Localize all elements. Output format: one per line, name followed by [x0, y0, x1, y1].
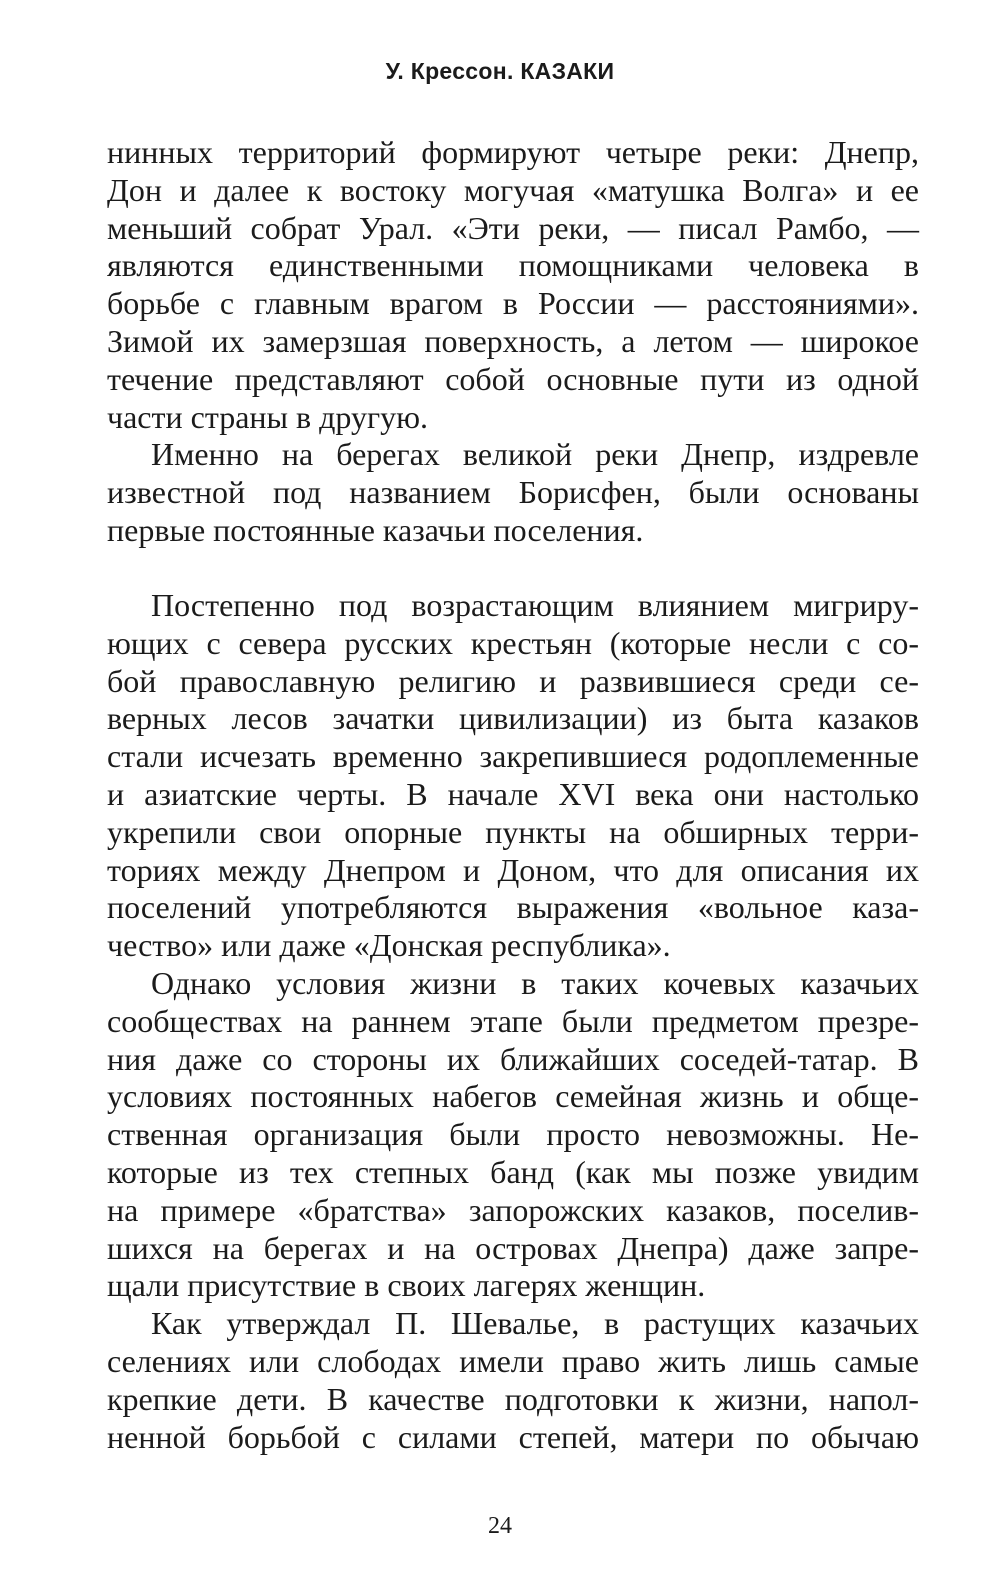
text-line: Дон и далее к востоку могучая «матушка Волга» и ее: [107, 171, 919, 208]
text-line: первые постоянные казачьи поселения.: [107, 511, 644, 548]
text-line: ненной борьбой с силами степей, матери по обычаю: [107, 1418, 919, 1455]
text-line: крепкие дети. В качестве подготовки к жизни, напол-: [107, 1380, 919, 1417]
text-line: шихся на берегах и на островах Днепра) даже запре-: [107, 1229, 919, 1266]
text-line: известной под названием Борисфен, были основаны: [107, 474, 919, 511]
text-line: укрепили свои опорные пункты на обширных терри-: [107, 813, 919, 850]
paragraph-chevalier: [107, 1305, 919, 1456]
text-line: нинных территорий формируют четыре реки: Днепр,: [107, 134, 919, 170]
text-line: Зимой их замерзшая поверхность, а летом — широкое: [107, 322, 919, 359]
text-line: стали исчезать временно закрепившиеся родоплеменные: [107, 738, 919, 775]
text-line: и азиатские черты. В начале XVI века они настолько: [107, 775, 919, 812]
text-line: меньший собрат Урал. «Эти реки, — писал Рамбо, —: [107, 209, 919, 246]
text-line: Постепенно под возрастающим влиянием мигриру-: [151, 587, 919, 623]
running-head: У. Крессон. КАЗАКИ: [385, 58, 615, 84]
paragraph-conditions: [107, 965, 919, 1305]
text-line: Именно на берегах великой реки Днепр, издревле: [151, 436, 919, 473]
text-line: поселений употребляются выражения «вольное каза-: [107, 889, 919, 926]
text-line: ториях между Днепром и Доном, что для описания их: [107, 851, 919, 888]
text-line: ния даже со стороны их ближайших соседей-татар. В: [107, 1040, 919, 1077]
page-number: 24: [488, 1513, 512, 1539]
paragraph-migration: [107, 587, 919, 965]
text-line: которые из тех степных банд (как мы позже увидим: [107, 1153, 919, 1190]
text-line: селениях или слободах имели право жить лишь самые: [107, 1342, 919, 1379]
text-block-bottom: [107, 587, 919, 1456]
text-line: сообществах на раннем этапе были предметом презре-: [107, 1002, 919, 1039]
text-line: течение представляют собой основные пути из одной: [107, 360, 919, 397]
text-line: бой православную религию и развившиеся среди се-: [107, 662, 919, 699]
text-line: условиях постоянных набегов семейная жизнь и обще-: [107, 1078, 919, 1115]
paragraph-dnepr: [107, 436, 919, 549]
text-line: Однако условия жизни в таких кочевых казачьих: [151, 964, 919, 1001]
text-line: ственная организация были просто невозможны. Не-: [107, 1116, 919, 1153]
text-line: на примере «братства» запорожских казаков, поселив-: [107, 1191, 919, 1228]
text-block-top: [107, 134, 919, 550]
text-line: чество» или даже «Донская республика».: [107, 927, 671, 964]
paragraph-continued: [107, 134, 919, 436]
text-line: Как утверждал П. Шевалье, в растущих казачьих: [151, 1305, 919, 1342]
text-line: борьбе с главным врагом в России — расстояниями».: [107, 285, 919, 322]
text-line: части страны в другую.: [107, 398, 429, 435]
text-line: щали присутствие в своих лагерях женщин.: [107, 1267, 706, 1304]
text-line: ющих с севера русских крестьян (которые несли с со-: [107, 624, 919, 661]
text-line: верных лесов зачатки цивилизации) из быта казаков: [107, 700, 919, 737]
text-line: являются единственными помощниками человека в: [107, 247, 919, 284]
